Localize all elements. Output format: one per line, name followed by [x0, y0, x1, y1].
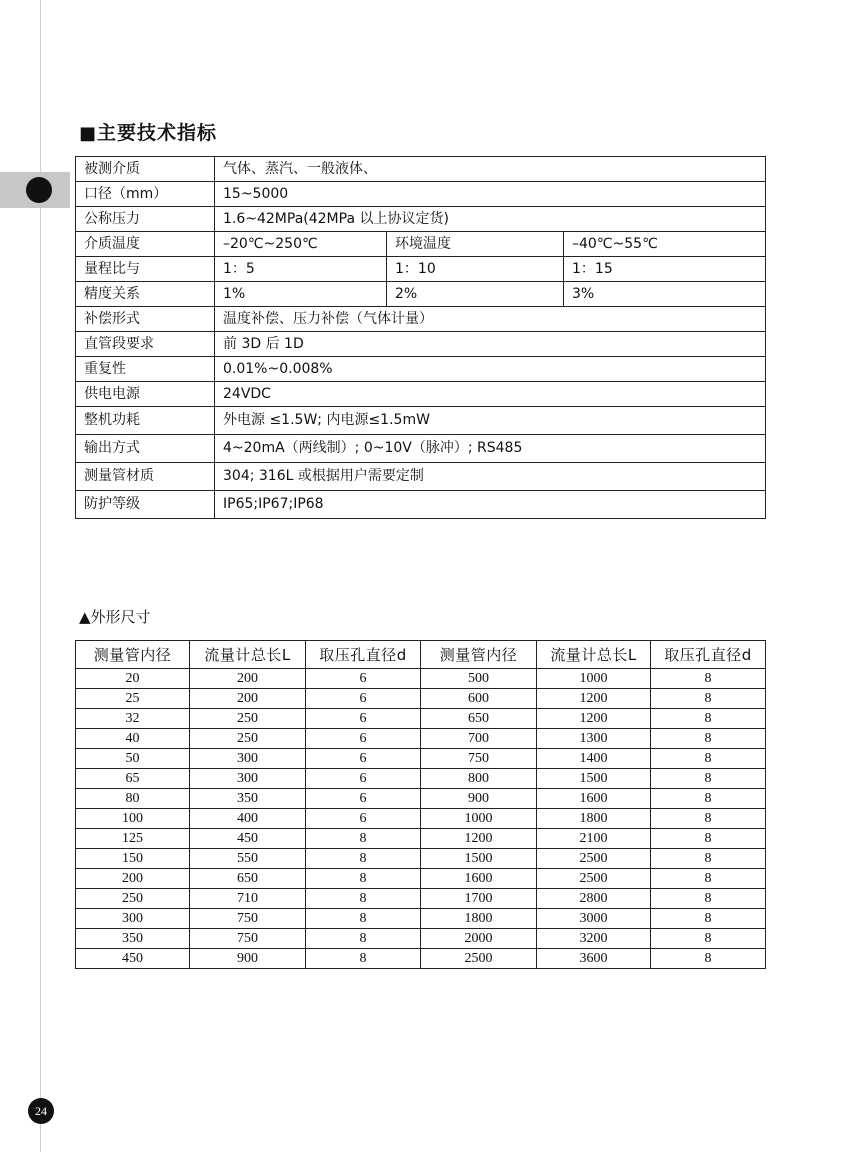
spec-label: 量程比与 — [76, 257, 215, 282]
table-cell: 300 — [76, 909, 190, 929]
table-cell: 50 — [76, 749, 190, 769]
spec-label: 输出方式 — [76, 435, 215, 463]
table-cell: 600 — [421, 689, 537, 709]
spec-value: 0.01%~0.008% — [215, 357, 766, 382]
side-tab-dot — [26, 177, 52, 203]
spec-value: 3% — [564, 282, 766, 307]
table-row — [76, 949, 766, 969]
table-cell: 8 — [651, 669, 766, 689]
section-title-text: 主要技术指标 — [97, 122, 218, 144]
spec-value: 温度补偿、压力补偿（气体计量） — [215, 307, 766, 332]
table-cell: 8 — [651, 789, 766, 809]
table-row — [76, 669, 766, 689]
table-cell: 900 — [190, 949, 306, 969]
table-cell: 8 — [306, 849, 421, 869]
table-cell: 8 — [651, 869, 766, 889]
spec-value: IP65;IP67;IP68 — [215, 491, 766, 519]
table-cell: 350 — [76, 929, 190, 949]
spec-row-material — [76, 463, 766, 491]
dimensions-title: ▲外形尺寸 — [79, 608, 151, 626]
table-cell: 2500 — [421, 949, 537, 969]
section-title — [79, 118, 217, 145]
table-cell: 2500 — [537, 849, 651, 869]
table-cell: 450 — [190, 829, 306, 849]
table-cell: 8 — [306, 949, 421, 969]
table-cell: 250 — [190, 709, 306, 729]
table-row — [76, 829, 766, 849]
table-cell: 400 — [190, 809, 306, 829]
table-cell: 900 — [421, 789, 537, 809]
spec-value: 2% — [387, 282, 564, 307]
spec-label: 直管段要求 — [76, 332, 215, 357]
spec-label: 补偿形式 — [76, 307, 215, 332]
table-cell: 350 — [190, 789, 306, 809]
spec-value: 外电源 ≤1.5W; 内电源≤1.5mW — [215, 407, 766, 435]
table-cell: 8 — [651, 769, 766, 789]
spec-label: 公称压力 — [76, 207, 215, 232]
table-cell: 8 — [651, 909, 766, 929]
table-cell: 150 — [76, 849, 190, 869]
spec-label: 精度关系 — [76, 282, 215, 307]
table-cell: 750 — [190, 929, 306, 949]
table-cell: 800 — [421, 769, 537, 789]
spec-label: 环境温度 — [387, 232, 564, 257]
table-cell: 20 — [76, 669, 190, 689]
spec-row-protection — [76, 491, 766, 519]
dimensions-table — [75, 640, 766, 969]
table-cell: 8 — [651, 689, 766, 709]
table-cell: 6 — [306, 689, 421, 709]
spec-label: 测量管材质 — [76, 463, 215, 491]
table-cell: 8 — [651, 729, 766, 749]
spec-row-output — [76, 435, 766, 463]
table-cell: 8 — [651, 849, 766, 869]
table-cell: 3600 — [537, 949, 651, 969]
table-row — [76, 769, 766, 789]
spec-label: 重复性 — [76, 357, 215, 382]
column-header: 测量管内径 — [76, 641, 190, 669]
table-cell: 6 — [306, 669, 421, 689]
spec-row-accuracy — [76, 282, 766, 307]
spec-row-compensation — [76, 307, 766, 332]
spec-value: 15~5000 — [215, 182, 766, 207]
table-cell: 8 — [306, 909, 421, 929]
spec-row-repeatability — [76, 357, 766, 382]
spec-label: 整机功耗 — [76, 407, 215, 435]
table-cell: 8 — [306, 889, 421, 909]
spec-label: 防护等级 — [76, 491, 215, 519]
table-cell: 8 — [651, 809, 766, 829]
table-cell: 1200 — [537, 689, 651, 709]
table-cell: 8 — [651, 929, 766, 949]
table-cell: 8 — [306, 929, 421, 949]
dimensions-header-row — [76, 641, 766, 669]
table-cell: 250 — [190, 729, 306, 749]
table-cell: 2800 — [537, 889, 651, 909]
table-cell: 100 — [76, 809, 190, 829]
table-cell: 8 — [651, 749, 766, 769]
table-cell: 1700 — [421, 889, 537, 909]
table-cell: 8 — [306, 869, 421, 889]
table-row — [76, 869, 766, 889]
table-cell: 6 — [306, 809, 421, 829]
table-cell: 750 — [190, 909, 306, 929]
table-cell: 1000 — [421, 809, 537, 829]
table-cell: 550 — [190, 849, 306, 869]
spec-row-diameter — [76, 182, 766, 207]
table-cell: 500 — [421, 669, 537, 689]
table-row — [76, 749, 766, 769]
spec-value: 4~20mA（两线制）; 0~10V（脉冲）; RS485 — [215, 435, 766, 463]
table-cell: 1500 — [537, 769, 651, 789]
table-cell: 1300 — [537, 729, 651, 749]
table-cell: 65 — [76, 769, 190, 789]
spec-value: 24VDC — [215, 382, 766, 407]
spec-value: –40℃~55℃ — [564, 232, 766, 257]
table-row — [76, 909, 766, 929]
table-row — [76, 929, 766, 949]
spec-label: 被测介质 — [76, 157, 215, 182]
column-header: 取压孔直径d — [306, 641, 421, 669]
table-cell: 8 — [651, 889, 766, 909]
table-cell: 710 — [190, 889, 306, 909]
table-cell: 650 — [190, 869, 306, 889]
table-cell: 300 — [190, 769, 306, 789]
spec-row-pressure — [76, 207, 766, 232]
table-cell: 2000 — [421, 929, 537, 949]
table-cell: 700 — [421, 729, 537, 749]
spec-value: 1：10 — [387, 257, 564, 282]
spec-label: 供电电源 — [76, 382, 215, 407]
page-number: 24 — [28, 1098, 54, 1124]
table-cell: 6 — [306, 749, 421, 769]
table-row — [76, 709, 766, 729]
table-cell: 1200 — [537, 709, 651, 729]
table-cell: 450 — [76, 949, 190, 969]
table-cell: 25 — [76, 689, 190, 709]
spec-value: 1% — [215, 282, 387, 307]
table-row — [76, 729, 766, 749]
table-cell: 1200 — [421, 829, 537, 849]
spec-row-power-consumption — [76, 407, 766, 435]
column-header: 取压孔直径d — [651, 641, 766, 669]
table-cell: 3200 — [537, 929, 651, 949]
spec-label: 口径（mm） — [76, 182, 215, 207]
table-cell: 2500 — [537, 869, 651, 889]
table-cell: 1500 — [421, 849, 537, 869]
table-row — [76, 889, 766, 909]
table-cell: 300 — [190, 749, 306, 769]
table-cell: 1600 — [537, 789, 651, 809]
spec-row-power-supply — [76, 382, 766, 407]
spec-value: 气体、蒸汽、一般液体、 — [215, 157, 766, 182]
table-cell: 3000 — [537, 909, 651, 929]
spec-label: 介质温度 — [76, 232, 215, 257]
table-cell: 1600 — [421, 869, 537, 889]
table-cell: 1800 — [537, 809, 651, 829]
table-cell: 6 — [306, 769, 421, 789]
table-cell: 6 — [306, 709, 421, 729]
spec-row-range-ratio — [76, 257, 766, 282]
table-row — [76, 809, 766, 829]
spec-row-temperature — [76, 232, 766, 257]
table-cell: 1000 — [537, 669, 651, 689]
table-cell: 80 — [76, 789, 190, 809]
title-square-marker: ■ — [79, 123, 98, 144]
column-header: 流量计总长L — [537, 641, 651, 669]
table-cell: 125 — [76, 829, 190, 849]
table-cell: 8 — [306, 829, 421, 849]
table-cell: 32 — [76, 709, 190, 729]
table-cell: 1400 — [537, 749, 651, 769]
column-header: 流量计总长L — [190, 641, 306, 669]
table-cell: 8 — [651, 829, 766, 849]
table-cell: 250 — [76, 889, 190, 909]
table-cell: 6 — [306, 789, 421, 809]
table-cell: 1800 — [421, 909, 537, 929]
spec-value: 1：5 — [215, 257, 387, 282]
spec-value: –20℃~250℃ — [215, 232, 387, 257]
table-cell: 650 — [421, 709, 537, 729]
table-cell: 750 — [421, 749, 537, 769]
table-row — [76, 849, 766, 869]
spec-value: 1：15 — [564, 257, 766, 282]
column-header: 测量管内径 — [421, 641, 537, 669]
table-row — [76, 789, 766, 809]
table-cell: 200 — [190, 689, 306, 709]
dimensions-body — [76, 669, 766, 969]
spec-value: 前 3D 后 1D — [215, 332, 766, 357]
spec-table — [75, 156, 766, 519]
table-cell: 40 — [76, 729, 190, 749]
table-cell: 2100 — [537, 829, 651, 849]
table-cell: 8 — [651, 949, 766, 969]
table-cell: 200 — [76, 869, 190, 889]
spec-value: 304; 316L 或根据用户需要定制 — [215, 463, 766, 491]
spec-row-straight-pipe — [76, 332, 766, 357]
table-cell: 8 — [651, 709, 766, 729]
spec-row-medium — [76, 157, 766, 182]
table-cell: 200 — [190, 669, 306, 689]
table-cell: 6 — [306, 729, 421, 749]
spec-value: 1.6~42MPa(42MPa 以上协议定货) — [215, 207, 766, 232]
table-row — [76, 689, 766, 709]
